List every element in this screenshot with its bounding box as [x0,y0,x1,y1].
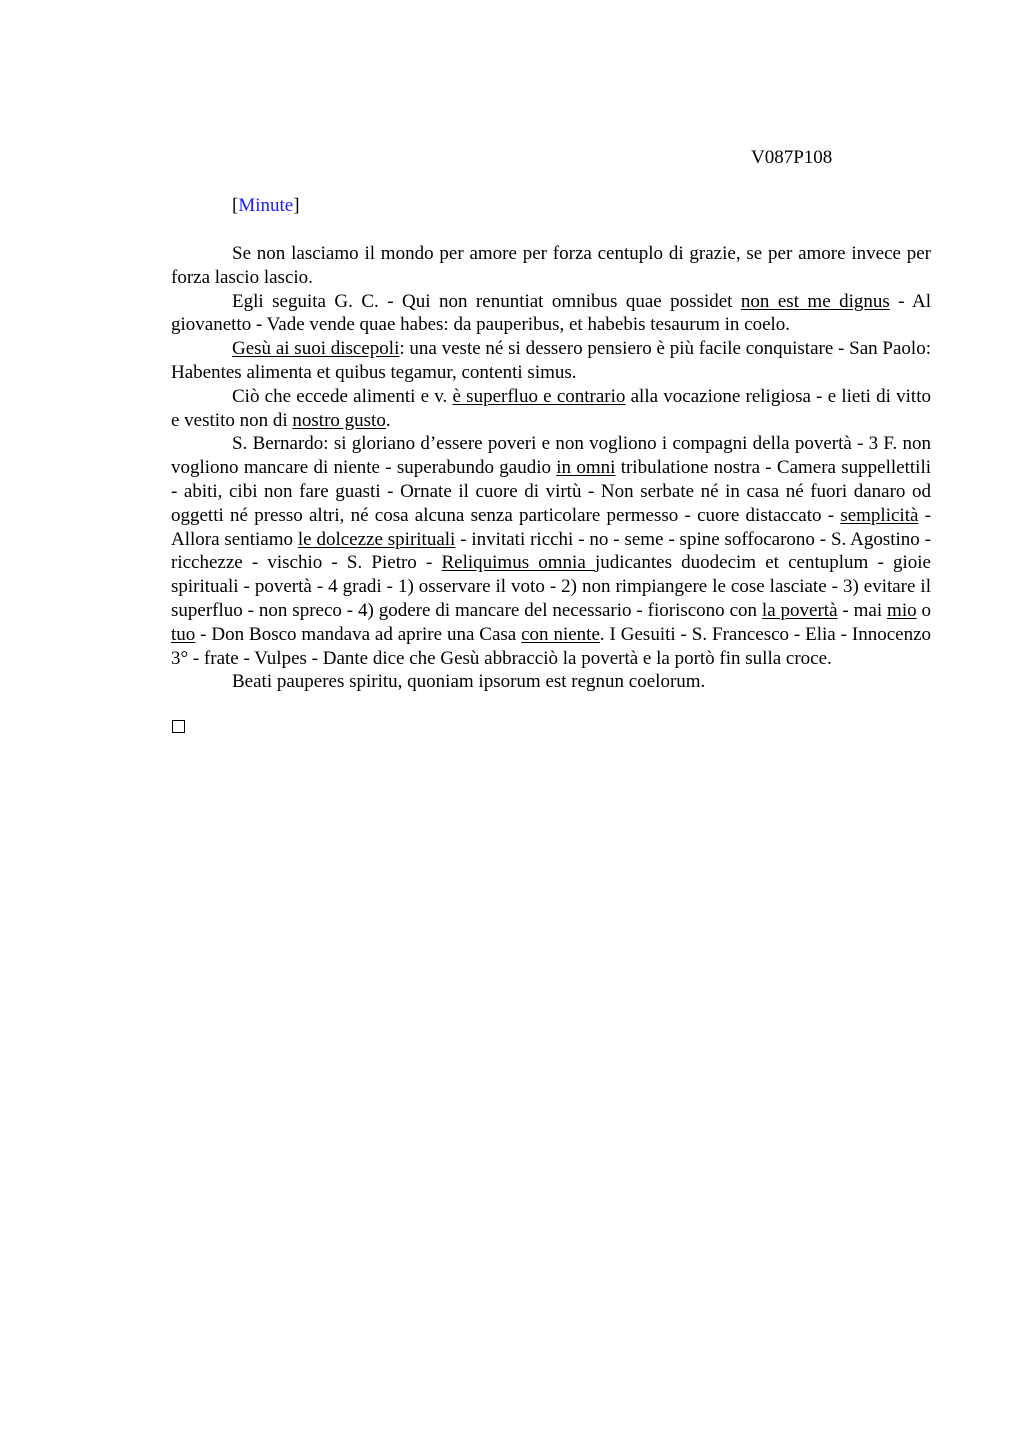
text-run: Ciò che eccede alimenti e v. [232,385,453,407]
underlined-phrase: la povertà [761,599,838,621]
underlined-phrase: non est me dignus [740,290,890,312]
underlined-phrase: le dolcezze spirituali [297,528,456,550]
text-run: S. Bernardo: si gloriano d’essere poveri e non vogliono i compagni della povertà - 3 F. non vogliono mancare di niente - superabundo gaudio [171,433,931,479]
text-run: - Don Bosco mandava ad aprire una Casa [195,623,522,645]
page-id: V087P108 [751,147,833,168]
minute-open-bracket: [ [232,195,239,216]
text-run: - Al giovanetto - Vade vende quae habes: da pauperibus, et habebis tesaurum in coelo. [171,290,931,336]
underlined-phrase: in omni [556,457,616,479]
underlined-phrase: è superfluo e contrario [452,385,626,407]
text-run: - Allora sentiamo [171,504,931,550]
text-run: judicantes duodecim et centuplum - gioie spirituali - povertà - 4 gradi - 1) osservare il voto - 2) non rimpiangere le cose lasciate - 3) evitare il superfluo - non spreco - 4) godere di mancare del necessario - fioriscono con [171,552,931,621]
paragraph-3 [171,337,931,385]
text-run: tribulatione nostra - Camera suppellettili - abiti, cibi non fare guasti - Ornate il cuore di virtù - Non serbate né in casa né fuori danaro od oggetti né presso altri, né cosa alcuna senza particolare permesso - cuore distaccato - [171,457,931,526]
text-run: alla vocazione religiosa - e lieti di vitto e vestito non di [171,385,931,431]
document-body [171,242,931,694]
underlined-phrase: semplicità [840,504,919,526]
minute-close-bracket: ] [293,195,300,216]
underlined-phrase: tuo [171,623,196,645]
paragraph-6 [171,670,931,694]
paragraph-1 [171,242,931,290]
underlined-phrase: mio [887,599,917,621]
paragraph-4 [171,385,931,433]
minute-heading [232,194,300,218]
underlined-phrase: Reliquimus omnia [441,552,595,574]
text-run: - mai [837,599,888,621]
text-run: Se non lasciamo il mondo per amore per forza centuplo di grazie, se per amore invece per forza lascio lascio. [171,243,931,288]
underlined-phrase: nostro gusto [292,409,386,431]
minute-link[interactable]: Minute [238,195,294,216]
end-of-text-box-icon [172,720,185,733]
text-run: - invitati ricchi - no - seme - spine soffocarono - S. Agostino - ricchezze - vischio - S. Pietro - [171,528,931,574]
text-run: . [385,409,391,431]
underlined-phrase: Gesù ai suoi discepoli [232,338,400,360]
text-run: : una veste né si dessero pensiero è più facile conquistare - San Paolo: Habentes alimenta et quibus tegamur, contenti simus. [171,338,931,383]
text-run: . I Gesuiti - S. Francesco - Elia - Innocenzo 3° - frate - Vulpes - Dante dice che Gesù abbracciò la povertà e la portò fin sulla croce. [171,623,931,669]
paragraph-2 [171,290,931,338]
text-run: Egli seguita G. C. - Qui non renuntiat omnibus quae possidet [232,290,741,312]
text-run: Beati pauperes spiritu, quoniam ipsorum est regnun coelorum. [232,671,706,693]
paragraph-5 [171,432,931,670]
underlined-phrase: con niente [521,623,600,645]
text-run: o [916,599,932,621]
